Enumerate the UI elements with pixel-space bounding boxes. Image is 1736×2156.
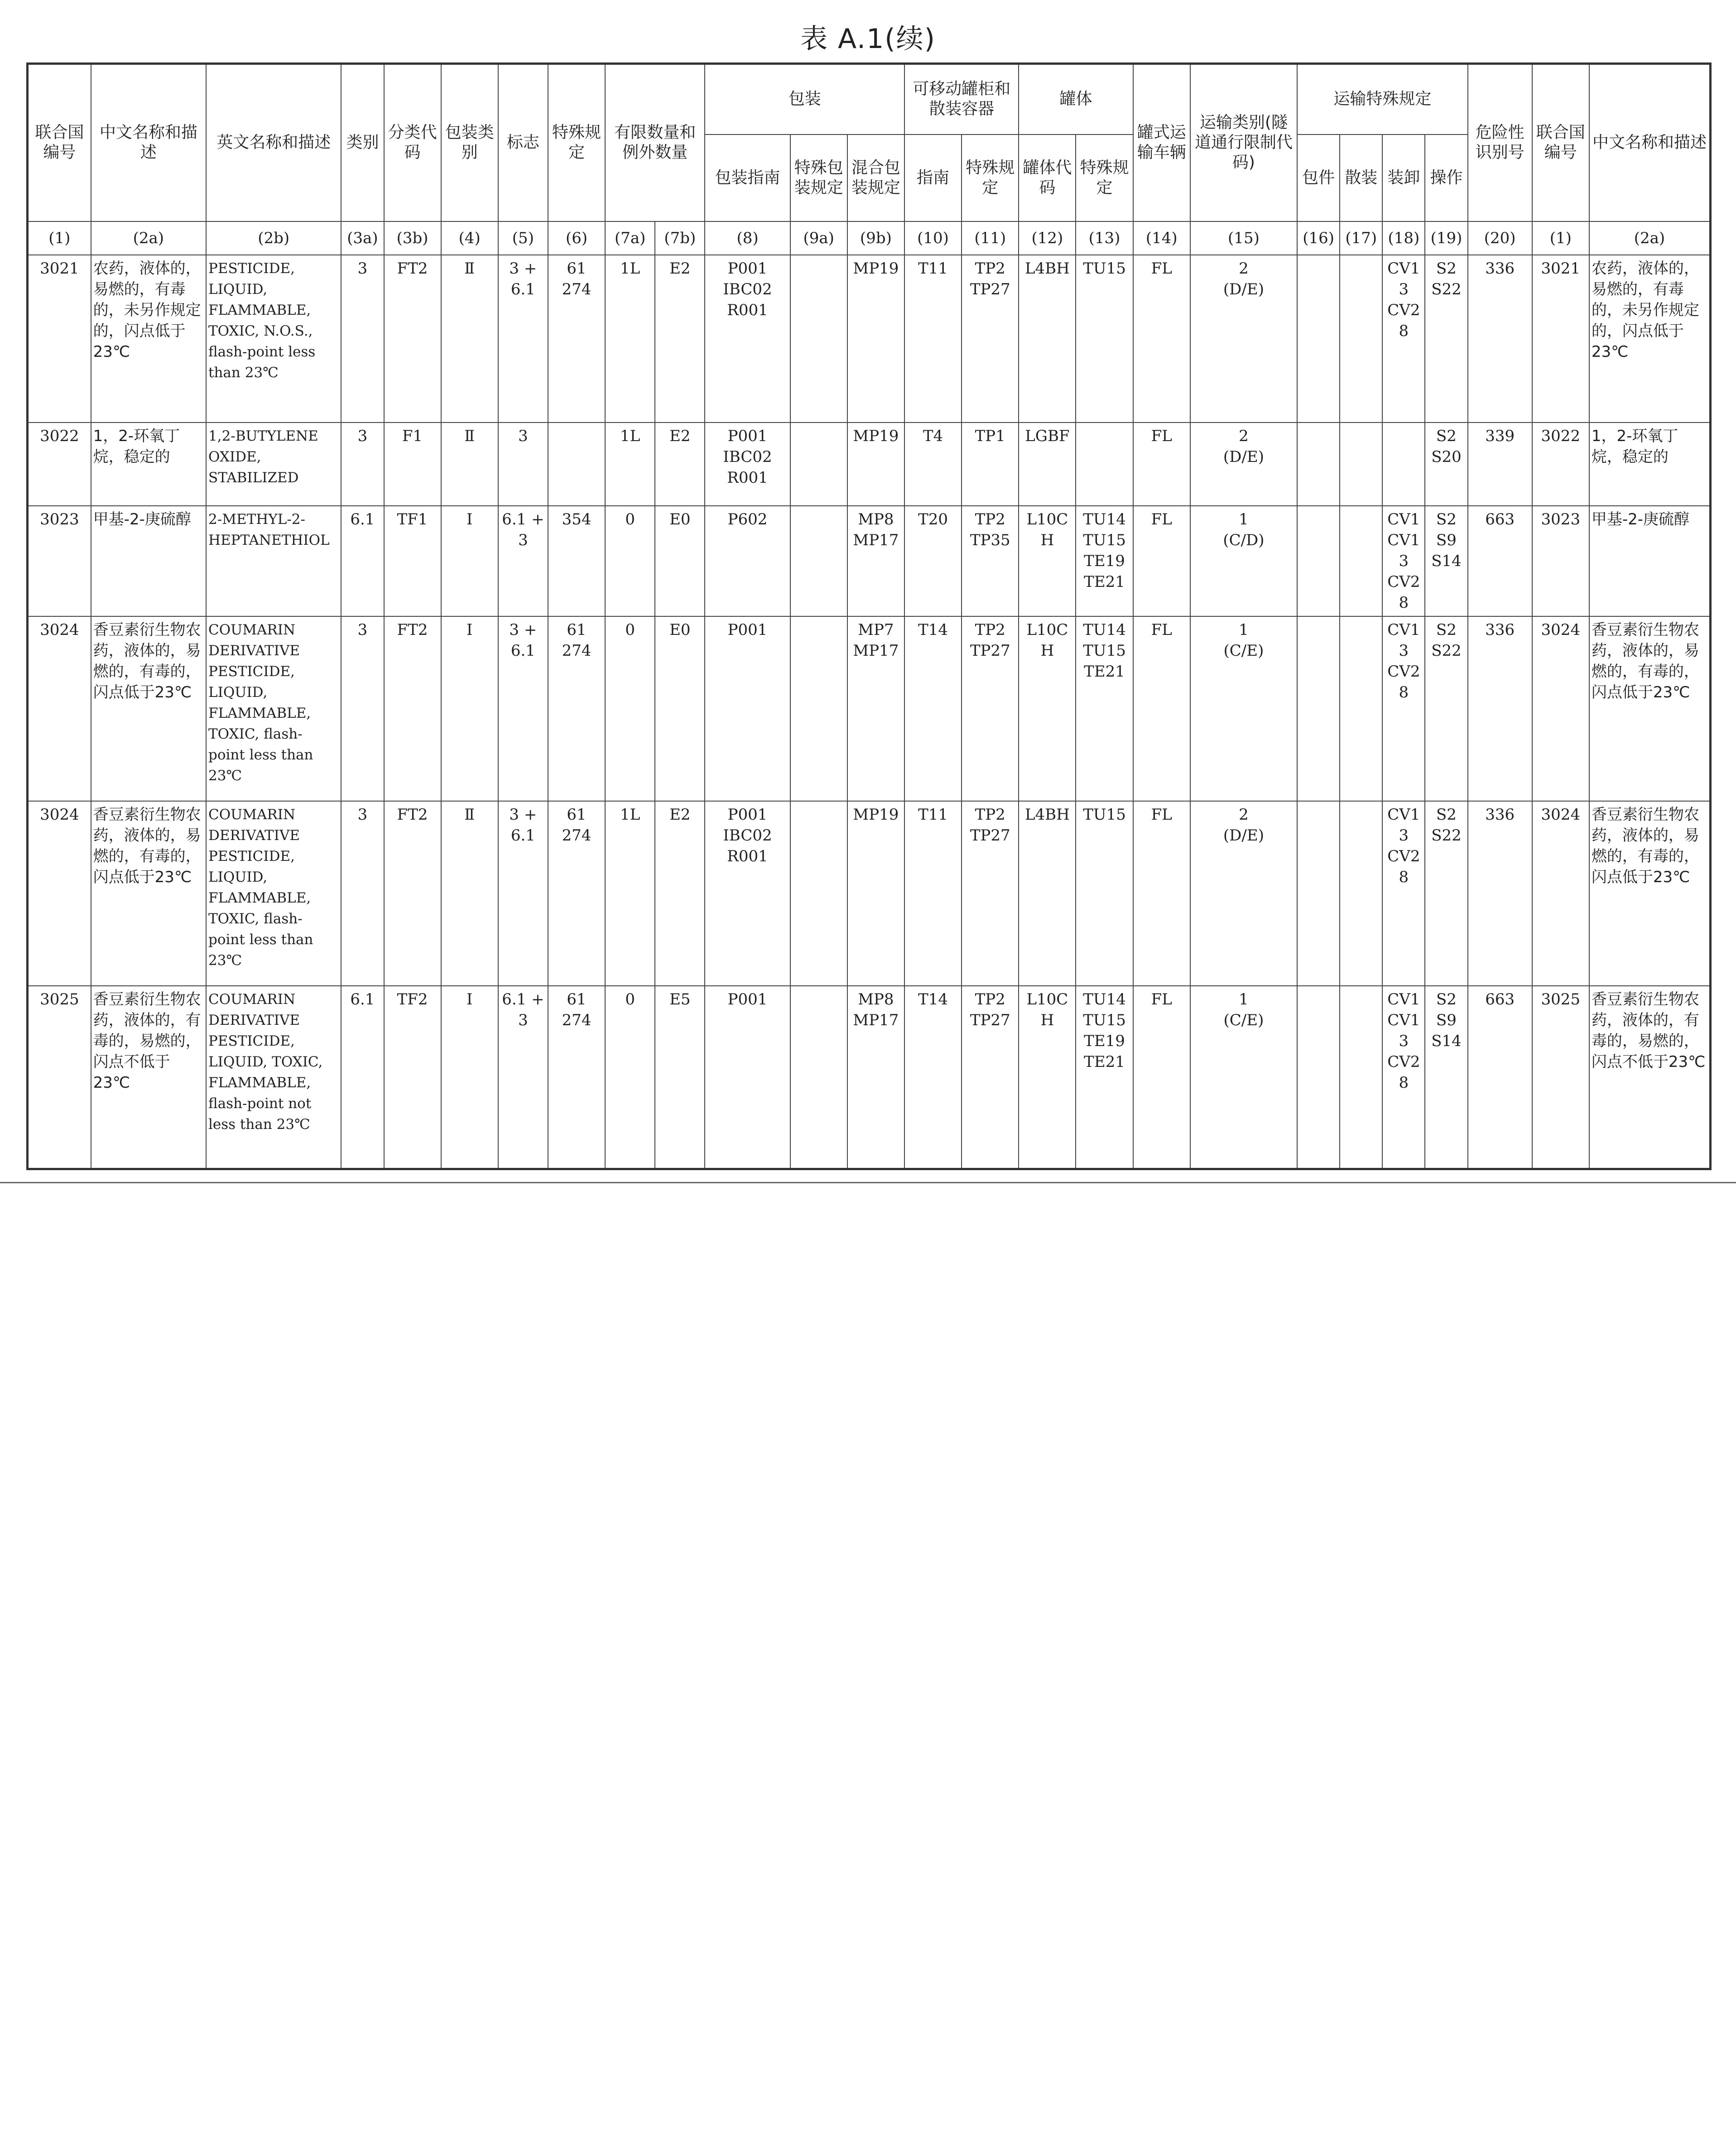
col-header-tank-special: 特殊规定: [1076, 134, 1133, 221]
table-row: [28, 986, 1711, 1169]
cell-tank-special: [1076, 423, 1133, 506]
cell-name-zh: 1，2-环氧丁烷，稳定的: [91, 423, 206, 506]
page-title: 表 A.1(续): [800, 23, 936, 55]
col-header-name-zh: 中文名称和描述: [91, 64, 206, 221]
cell-tank-code: L4BH: [1019, 255, 1076, 423]
cell-name-zh-2: 农药，液体的，易燃的，有毒的，未另作规定的，闪点低于23℃: [1589, 255, 1711, 423]
column-number-cell: (2b): [206, 221, 341, 255]
col-header-ts-bulk: 散装: [1340, 134, 1382, 221]
cell-tank-code: L10CH: [1019, 986, 1076, 1169]
cell-class: 3: [341, 801, 384, 986]
cell-mixed-packing: MP19: [847, 255, 904, 423]
cell-tank-special: TU14 TU15 TE19 TE21: [1076, 506, 1133, 616]
cell-name-en: COUMARIN DERIVATIVE PESTICIDE, LIQUID, FLAMMABLE, TOXIC, flash-point less than 23℃: [206, 616, 341, 801]
cell-name-zh-2: 甲基-2-庚硫醇: [1589, 506, 1711, 616]
cell-limited-quantity: 0: [605, 506, 655, 616]
cell-ts-loading: CV1 CV13 CV28: [1382, 986, 1425, 1169]
cell-hazard-id: 336: [1468, 616, 1532, 801]
cell-tank-code: L4BH: [1019, 801, 1076, 986]
cell-labels: 3 + 6.1: [498, 801, 548, 986]
col-header-tank-code: 罐体代码: [1019, 134, 1076, 221]
cell-class: 6.1: [341, 986, 384, 1169]
cell-name-zh: 香豆素衍生物农药，液体的，易燃的，有毒的，闪点低于23℃: [91, 616, 206, 801]
cell-un-number-2: 3021: [1532, 255, 1589, 423]
cell-class: 3: [341, 423, 384, 506]
cell-un-number-2: 3024: [1532, 801, 1589, 986]
cell-portable-tank-instruction: T11: [904, 255, 962, 423]
cell-limited-quantity: 0: [605, 986, 655, 1169]
cell-excepted-quantity: E0: [655, 616, 705, 801]
cell-ts-operation: S2 S20: [1425, 423, 1467, 506]
cell-tank-special: TU14 TU15 TE21: [1076, 616, 1133, 801]
cell-name-en: 1,2-BUTYLENE OXIDE, STABILIZED: [206, 423, 341, 506]
cell-special-provisions: 61 274: [548, 255, 605, 423]
cell-ts-loading: CV13 CV28: [1382, 255, 1425, 423]
cell-ts-package: [1297, 255, 1340, 423]
cell-ts-bulk: [1340, 801, 1382, 986]
cell-labels: 3 + 6.1: [498, 616, 548, 801]
cell-tank-vehicle: FL: [1133, 801, 1190, 986]
cell-tank-vehicle: FL: [1133, 423, 1190, 506]
cell-excepted-quantity: E0: [655, 506, 705, 616]
cell-hazard-id: 339: [1468, 423, 1532, 506]
table-row: [28, 255, 1711, 423]
column-number-cell: (6): [548, 221, 605, 255]
cell-ts-bulk: [1340, 255, 1382, 423]
cell-tank-special: TU14 TU15 TE19 TE21: [1076, 986, 1133, 1169]
cell-class-code: FT2: [384, 801, 441, 986]
table-row: [28, 801, 1711, 986]
column-number-cell: (17): [1340, 221, 1382, 255]
dangerous-goods-table-container: [26, 62, 1712, 1170]
cell-portable-tank-instruction: T14: [904, 616, 962, 801]
cell-special-provisions: 61 274: [548, 986, 605, 1169]
cell-packing-instruction: P001: [705, 616, 790, 801]
cell-portable-tank-special: TP2 TP27: [962, 801, 1019, 986]
col-header-un-no-2: 联合国编号: [1532, 64, 1589, 221]
column-number-cell: (11): [962, 221, 1019, 255]
col-header-portable-tanks: 可移动罐柜和散装容器: [904, 64, 1019, 134]
column-number-cell: (19): [1425, 221, 1467, 255]
cell-hazard-id: 663: [1468, 986, 1532, 1169]
cell-ts-package: [1297, 801, 1340, 986]
cell-name-zh: 甲基-2-庚硫醇: [91, 506, 206, 616]
table-row: [28, 616, 1711, 801]
column-number-cell: (14): [1133, 221, 1190, 255]
col-header-hazard-id: 危险性识别号: [1468, 64, 1532, 221]
col-header-mixed-packing: 混合包装规定: [847, 134, 904, 221]
column-number-cell: (9a): [790, 221, 847, 255]
cell-transport-category: 1 (C/E): [1190, 616, 1297, 801]
column-number-cell: (2a): [1589, 221, 1711, 255]
column-number-cell: (7a): [605, 221, 655, 255]
cell-ts-loading: CV13 CV28: [1382, 616, 1425, 801]
cell-name-zh-2: 香豆素衍生物农药，液体的，易燃的，有毒的，闪点低于23℃: [1589, 801, 1711, 986]
page-rule: [0, 1182, 1736, 1183]
cell-special-packing: [790, 255, 847, 423]
column-number-cell: (1): [1532, 221, 1589, 255]
cell-special-provisions: 61 274: [548, 801, 605, 986]
cell-labels: 3: [498, 423, 548, 506]
cell-special-packing: [790, 423, 847, 506]
cell-transport-category: 2 (D/E): [1190, 801, 1297, 986]
cell-excepted-quantity: E2: [655, 801, 705, 986]
cell-packing-group: Ⅱ: [441, 423, 498, 506]
column-number-cell: (9b): [847, 221, 904, 255]
cell-portable-tank-special: TP2 TP27: [962, 616, 1019, 801]
col-header-packaging: 包装: [705, 64, 904, 134]
col-header-tanks: 罐体: [1019, 64, 1133, 134]
cell-special-packing: [790, 616, 847, 801]
cell-ts-bulk: [1340, 986, 1382, 1169]
cell-portable-tank-instruction: T14: [904, 986, 962, 1169]
cell-ts-package: [1297, 506, 1340, 616]
column-number-cell: (13): [1076, 221, 1133, 255]
cell-ts-loading: [1382, 423, 1425, 506]
cell-ts-bulk: [1340, 423, 1382, 506]
cell-special-packing: [790, 986, 847, 1169]
cell-ts-operation: S2 S9 S14: [1425, 506, 1467, 616]
cell-un-number: 3024: [28, 801, 91, 986]
column-number-cell: (7b): [655, 221, 705, 255]
col-header-class: 类别: [341, 64, 384, 221]
cell-un-number: 3023: [28, 506, 91, 616]
cell-transport-category: 1 (C/D): [1190, 506, 1297, 616]
cell-packing-group: Ⅰ: [441, 506, 498, 616]
cell-portable-tank-special: TP1: [962, 423, 1019, 506]
cell-name-zh-2: 香豆素衍生物农药，液体的，有毒的，易燃的，闪点不低于23℃: [1589, 986, 1711, 1169]
cell-name-zh: 香豆素衍生物农药，液体的，易燃的，有毒的，闪点低于23℃: [91, 801, 206, 986]
cell-ts-loading: CV1 CV13 CV28: [1382, 506, 1425, 616]
cell-class: 3: [341, 616, 384, 801]
cell-name-zh-2: 香豆素衍生物农药，液体的，易燃的，有毒的，闪点低于23℃: [1589, 616, 1711, 801]
cell-labels: 3 + 6.1: [498, 255, 548, 423]
cell-portable-tank-instruction: T4: [904, 423, 962, 506]
cell-ts-bulk: [1340, 616, 1382, 801]
cell-excepted-quantity: E5: [655, 986, 705, 1169]
cell-tank-vehicle: FL: [1133, 986, 1190, 1169]
cell-mixed-packing: MP7 MP17: [847, 616, 904, 801]
column-number-cell: (12): [1019, 221, 1076, 255]
cell-class: 6.1: [341, 506, 384, 616]
cell-transport-category: 2 (D/E): [1190, 255, 1297, 423]
cell-un-number: 3024: [28, 616, 91, 801]
cell-portable-tank-instruction: T20: [904, 506, 962, 616]
col-header-pack-special: 特殊包装规定: [790, 134, 847, 221]
cell-packing-instruction: P001 IBC02 R001: [705, 255, 790, 423]
cell-special-packing: [790, 506, 847, 616]
col-header-ts-operation: 操作: [1425, 134, 1467, 221]
cell-tank-code: LGBF: [1019, 423, 1076, 506]
cell-class-code: FT2: [384, 255, 441, 423]
cell-ts-loading: CV13 CV28: [1382, 801, 1425, 986]
cell-un-number-2: 3023: [1532, 506, 1589, 616]
col-header-un-no: 联合国编号: [28, 64, 91, 221]
cell-un-number-2: 3025: [1532, 986, 1589, 1169]
col-header-limited-quantity: 有限数量和例外数量: [605, 64, 705, 221]
cell-packing-group: Ⅰ: [441, 616, 498, 801]
cell-un-number-2: 3022: [1532, 423, 1589, 506]
column-number-cell: (2a): [91, 221, 206, 255]
cell-ts-package: [1297, 423, 1340, 506]
column-number-cell: (4): [441, 221, 498, 255]
cell-name-en: COUMARIN DERIVATIVE PESTICIDE, LIQUID, TOXIC, FLAMMABLE, flash-point not less than 23℃: [206, 986, 341, 1169]
cell-portable-tank-special: TP2 TP35: [962, 506, 1019, 616]
table-row: [28, 423, 1711, 506]
cell-labels: 6.1 + 3: [498, 986, 548, 1169]
col-header-labels: 标志: [498, 64, 548, 221]
cell-class: 3: [341, 255, 384, 423]
col-header-tank-vehicle: 罐式运输车辆: [1133, 64, 1190, 221]
cell-hazard-id: 663: [1468, 506, 1532, 616]
cell-tank-code: L10CH: [1019, 506, 1076, 616]
cell-packing-group: Ⅱ: [441, 801, 498, 986]
cell-portable-tank-special: TP2 TP27: [962, 986, 1019, 1169]
col-header-name-en: 英文名称和描述: [206, 64, 341, 221]
cell-transport-category: 2 (D/E): [1190, 423, 1297, 506]
column-number-cell: (8): [705, 221, 790, 255]
cell-special-provisions: [548, 423, 605, 506]
cell-tank-special: TU15: [1076, 255, 1133, 423]
cell-mixed-packing: MP8 MP17: [847, 986, 904, 1169]
col-header-ts-loading: 装卸: [1382, 134, 1425, 221]
col-header-packing-group: 包装类别: [441, 64, 498, 221]
col-header-transport-category: 运输类别(隧道通行限制代码): [1190, 64, 1297, 221]
col-header-name-zh-2: 中文名称和描述: [1589, 64, 1711, 221]
cell-name-en: PESTICIDE, LIQUID, FLAMMABLE, TOXIC, N.O.S., flash-point less than 23℃: [206, 255, 341, 423]
cell-portable-tank-instruction: T11: [904, 801, 962, 986]
column-number-cell: (10): [904, 221, 962, 255]
cell-class-code: FT2: [384, 616, 441, 801]
cell-excepted-quantity: E2: [655, 255, 705, 423]
cell-name-zh: 香豆素衍生物农药，液体的，有毒的，易燃的，闪点不低于23℃: [91, 986, 206, 1169]
column-number-cell: (1): [28, 221, 91, 255]
cell-portable-tank-special: TP2 TP27: [962, 255, 1019, 423]
cell-tank-vehicle: FL: [1133, 506, 1190, 616]
cell-ts-bulk: [1340, 506, 1382, 616]
cell-ts-operation: S2 S22: [1425, 616, 1467, 801]
cell-name-zh: 农药，液体的，易燃的，有毒的，未另作规定的，闪点低于23℃: [91, 255, 206, 423]
cell-class-code: TF2: [384, 986, 441, 1169]
cell-class-code: F1: [384, 423, 441, 506]
cell-mixed-packing: MP19: [847, 801, 904, 986]
column-number-row: [28, 221, 1711, 255]
table-row: [28, 506, 1711, 616]
cell-special-provisions: 61 274: [548, 616, 605, 801]
cell-mixed-packing: MP8 MP17: [847, 506, 904, 616]
cell-limited-quantity: 0: [605, 616, 655, 801]
cell-labels: 6.1 + 3: [498, 506, 548, 616]
col-header-pt-special: 特殊规定: [962, 134, 1019, 221]
column-number-cell: (16): [1297, 221, 1340, 255]
cell-ts-operation: S2 S22: [1425, 801, 1467, 986]
column-number-cell: (3b): [384, 221, 441, 255]
cell-tank-vehicle: FL: [1133, 616, 1190, 801]
column-number-cell: (5): [498, 221, 548, 255]
col-header-special-provisions: 特殊规定: [548, 64, 605, 221]
cell-un-number: 3025: [28, 986, 91, 1169]
table-body: [28, 221, 1711, 1169]
cell-tank-code: L10CH: [1019, 616, 1076, 801]
cell-limited-quantity: 1L: [605, 255, 655, 423]
dangerous-goods-table: [26, 62, 1712, 1170]
col-header-transport-special: 运输特殊规定: [1297, 64, 1467, 134]
cell-un-number: 3022: [28, 423, 91, 506]
column-number-cell: (20): [1468, 221, 1532, 255]
cell-packing-group: Ⅱ: [441, 255, 498, 423]
cell-ts-operation: S2 S9 S14: [1425, 986, 1467, 1169]
cell-hazard-id: 336: [1468, 255, 1532, 423]
cell-packing-instruction: P001 IBC02 R001: [705, 423, 790, 506]
cell-packing-instruction: P001 IBC02 R001: [705, 801, 790, 986]
col-header-ts-package: 包件: [1297, 134, 1340, 221]
cell-ts-package: [1297, 616, 1340, 801]
cell-tank-vehicle: FL: [1133, 255, 1190, 423]
cell-special-packing: [790, 801, 847, 986]
cell-excepted-quantity: E2: [655, 423, 705, 506]
cell-mixed-packing: MP19: [847, 423, 904, 506]
cell-limited-quantity: 1L: [605, 423, 655, 506]
cell-hazard-id: 336: [1468, 801, 1532, 986]
cell-name-en: 2-METHYL-2-HEPTANETHIOL: [206, 506, 341, 616]
column-number-cell: (18): [1382, 221, 1425, 255]
cell-limited-quantity: 1L: [605, 801, 655, 986]
column-number-cell: (3a): [341, 221, 384, 255]
col-header-pack-instruction: 包装指南: [705, 134, 790, 221]
cell-name-zh-2: 1，2-环氧丁烷，稳定的: [1589, 423, 1711, 506]
cell-transport-category: 1 (C/E): [1190, 986, 1297, 1169]
cell-ts-operation: S2 S22: [1425, 255, 1467, 423]
column-number-cell: (15): [1190, 221, 1297, 255]
cell-un-number: 3021: [28, 255, 91, 423]
cell-un-number-2: 3024: [1532, 616, 1589, 801]
cell-special-provisions: 354: [548, 506, 605, 616]
cell-packing-instruction: P602: [705, 506, 790, 616]
cell-class-code: TF1: [384, 506, 441, 616]
cell-ts-package: [1297, 986, 1340, 1169]
col-header-pt-instruction: 指南: [904, 134, 962, 221]
cell-name-en: COUMARIN DERIVATIVE PESTICIDE, LIQUID, FLAMMABLE, TOXIC, flash-point less than 23℃: [206, 801, 341, 986]
cell-tank-special: TU15: [1076, 801, 1133, 986]
cell-packing-group: Ⅰ: [441, 986, 498, 1169]
cell-packing-instruction: P001: [705, 986, 790, 1169]
col-header-class-code: 分类代码: [384, 64, 441, 221]
